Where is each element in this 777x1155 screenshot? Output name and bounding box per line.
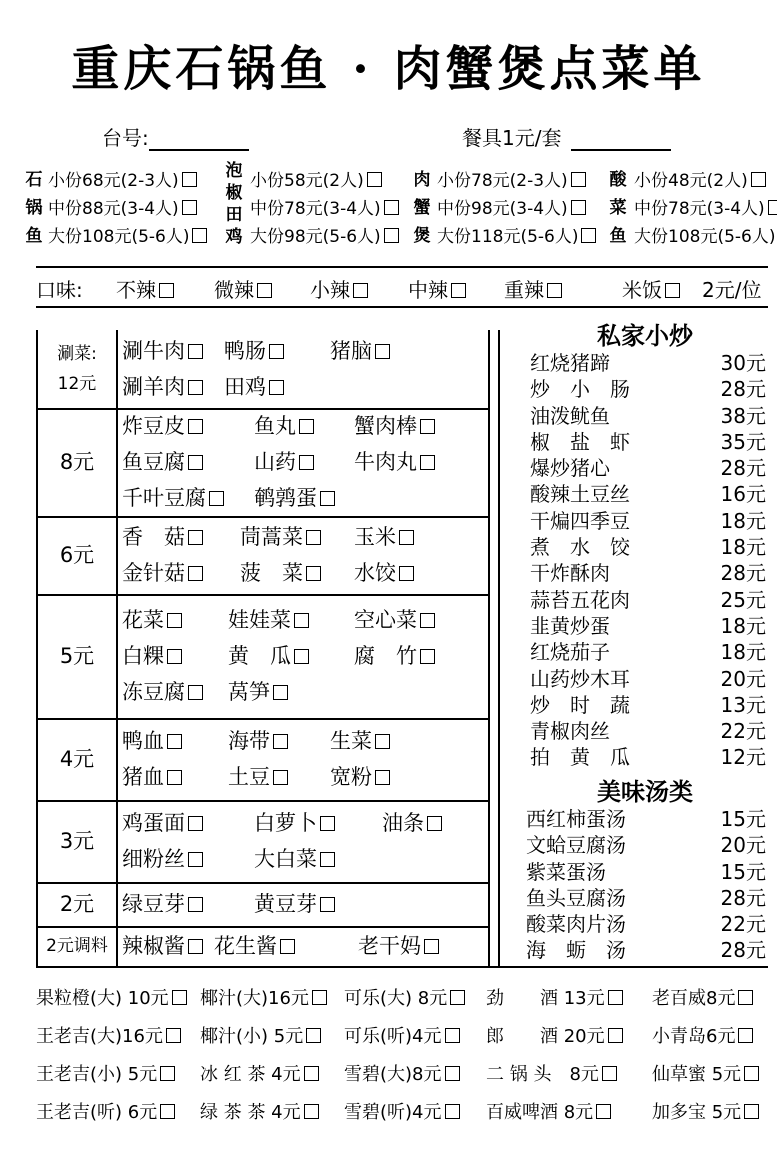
menu-item[interactable] — [526, 859, 766, 885]
dish-option[interactable]: 花菜 — [122, 607, 182, 633]
taste-label: 口味: — [36, 278, 83, 302]
dish-option[interactable]: 海带 — [228, 728, 288, 754]
dish-option[interactable]: 香 菇 — [122, 524, 203, 550]
pot-label-char: 田 — [225, 205, 243, 225]
menu-item[interactable] — [530, 639, 766, 665]
taste-option[interactable]: 微辣 — [214, 274, 272, 303]
pot-label — [224, 160, 244, 248]
pot-label-char: 酸 — [609, 170, 627, 190]
pot-option[interactable]: 大份108元(5-6人) — [634, 223, 777, 251]
dish-price: 28元 — [720, 885, 766, 910]
pot-label — [608, 166, 628, 250]
drink-option[interactable]: 冰 红 茶 4元 — [200, 1060, 319, 1086]
dish-name: 青椒肉丝 — [530, 719, 610, 744]
dish-price: 38元 — [720, 403, 766, 428]
table-number-blank[interactable] — [149, 149, 249, 151]
drink-option[interactable]: 二 锅 头 8元 — [486, 1060, 617, 1086]
dish-option[interactable]: 老干妈 — [358, 933, 439, 959]
menu-item[interactable] — [530, 587, 766, 613]
pot-label — [412, 166, 432, 250]
menu-item[interactable] — [530, 718, 766, 744]
pot-label-char: 菜 — [609, 198, 627, 218]
divider — [36, 966, 768, 968]
menu-item[interactable] — [526, 806, 766, 832]
taste-option[interactable]: 不辣 — [116, 274, 174, 303]
dish-name: 红烧茄子 — [530, 640, 610, 665]
menu-item[interactable] — [530, 613, 766, 639]
dish-name: 炒 小 肠 — [530, 377, 630, 402]
drink-option[interactable]: 绿 茶 茶 4元 — [200, 1098, 319, 1124]
dish-option[interactable]: 猪脑 — [330, 338, 390, 364]
dish-option[interactable]: 蟹肉棒 — [354, 413, 435, 439]
dish-name: 海 蛎 汤 — [526, 938, 626, 963]
taste-row — [36, 274, 768, 304]
drink-option[interactable]: 雪碧(听)4元 — [344, 1098, 460, 1124]
dish-price: 18元 — [720, 535, 766, 560]
price-category: 3元 — [59, 829, 95, 853]
dish-option[interactable]: 腐 竹 — [354, 643, 435, 669]
menu-item[interactable] — [530, 376, 766, 402]
menu-item[interactable] — [530, 534, 766, 560]
dish-name: 拍 黄 瓜 — [530, 745, 630, 770]
dish-option[interactable]: 莴笋 — [228, 679, 288, 705]
dish-name: 韭黄炒蛋 — [530, 613, 610, 638]
pot-option[interactable]: 小份58元(2人) — [250, 167, 382, 195]
pot-option[interactable]: 中份78元(3-4人) — [250, 195, 399, 223]
dish-option[interactable]: 辣椒酱 — [122, 933, 203, 959]
dish-option[interactable]: 田鸡 — [224, 374, 284, 400]
dish-option[interactable]: 山药 — [254, 449, 314, 475]
tableware-field[interactable] — [462, 122, 671, 151]
taste-option[interactable]: 重辣 — [504, 274, 562, 303]
dish-option[interactable]: 黄 瓜 — [228, 643, 309, 669]
dish-name: 酸菜肉片汤 — [526, 912, 626, 937]
menu-item[interactable] — [530, 560, 766, 586]
menu-item[interactable] — [526, 937, 766, 963]
divider — [36, 306, 768, 308]
pot-option[interactable]: 中份88元(3-4人) — [48, 195, 197, 223]
pot-label-char: 椒 — [225, 183, 243, 203]
drink-option[interactable]: 椰汁(小) 5元 — [200, 1022, 321, 1048]
dish-option[interactable]: 鸭肠 — [224, 338, 284, 364]
dish-name: 椒 盐 虾 — [530, 429, 630, 454]
dish-option[interactable]: 黄豆芽 — [254, 891, 335, 917]
dish-option[interactable]: 鱼丸 — [254, 413, 314, 439]
dish-name: 文蛤豆腐汤 — [526, 833, 626, 858]
dish-option[interactable]: 涮羊肉 — [122, 374, 203, 400]
menu-item[interactable] — [530, 744, 766, 770]
dish-option[interactable]: 菠 菜 — [240, 560, 321, 586]
dish-option[interactable]: 玉米 — [354, 524, 414, 550]
dish-name: 干炸酥肉 — [530, 561, 610, 586]
pot-option[interactable]: 小份78元(2-3人) — [437, 167, 586, 195]
price-category: 6元 — [59, 543, 95, 567]
table-number-field[interactable] — [102, 122, 249, 151]
dish-price: 13元 — [720, 692, 766, 717]
menu-item[interactable] — [530, 692, 766, 718]
price-category: 2元 — [59, 892, 95, 916]
rice-option[interactable]: 米饭 — [622, 274, 680, 303]
pot-label-char: 石 — [25, 170, 43, 190]
drink-option[interactable]: 王老吉(大)16元 — [36, 1022, 181, 1048]
pot-label-char: 锅 — [25, 198, 43, 218]
dish-option[interactable]: 绿豆芽 — [122, 891, 203, 917]
pot-label-char: 鸡 — [225, 227, 243, 247]
dish-price: 35元 — [720, 429, 766, 454]
soup-list — [526, 806, 766, 964]
dish-name: 煮 水 饺 — [530, 535, 630, 560]
pot-option[interactable]: 大份108元(5-6人) — [48, 223, 207, 251]
price-category: 涮菜: 12元 — [57, 344, 97, 394]
pot-option[interactable]: 中份98元(3-4人) — [437, 195, 586, 223]
dish-option[interactable]: 鱼豆腐 — [122, 449, 203, 475]
dish-option[interactable]: 水饺 — [354, 560, 414, 586]
menu-item[interactable] — [530, 666, 766, 692]
dish-option[interactable]: 鸡蛋面 — [122, 810, 203, 836]
dish-price: 20元 — [720, 666, 766, 691]
price-category: 2元调料 — [46, 936, 108, 956]
menu-item[interactable] — [530, 403, 766, 429]
drink-option[interactable]: 郎 酒 20元 — [486, 1022, 623, 1048]
pot-option[interactable]: 小份48元(2人) — [634, 167, 766, 195]
dish-option[interactable]: 炸豆皮 — [122, 413, 203, 439]
dish-price: 22元 — [720, 912, 766, 937]
dish-option[interactable]: 猪血 — [122, 764, 182, 790]
drink-option[interactable]: 果粒橙(大) 10元 — [36, 984, 187, 1010]
menu-item[interactable] — [526, 885, 766, 911]
menu-item[interactable] — [526, 832, 766, 858]
dish-option[interactable]: 土豆 — [228, 764, 288, 790]
dish-price: 28元 — [720, 377, 766, 402]
taste-option[interactable]: 小辣 — [310, 274, 368, 303]
dish-name: 爆炒猪心 — [530, 456, 610, 481]
dish-price: 16元 — [720, 482, 766, 507]
dish-option[interactable]: 牛肉丸 — [354, 449, 435, 475]
drink-option[interactable]: 小青岛6元 — [652, 1022, 753, 1048]
pot-label — [24, 166, 44, 250]
dish-option[interactable]: 金针菇 — [122, 560, 203, 586]
drink-option[interactable]: 劲 酒 13元 — [486, 984, 623, 1010]
menu-item[interactable] — [530, 455, 766, 481]
dish-price: 28元 — [720, 561, 766, 586]
dish-option[interactable]: 生菜 — [330, 728, 390, 754]
pot-option[interactable]: 中份78元(3-4人) — [634, 195, 777, 223]
pot-option[interactable]: 大份118元(5-6人) — [437, 223, 596, 251]
dish-option[interactable]: 花生酱 — [214, 933, 295, 959]
dish-price: 22元 — [720, 719, 766, 744]
pot-label-char: 煲 — [413, 226, 431, 246]
taste-option[interactable]: 中辣 — [408, 274, 466, 303]
dish-price: 20元 — [720, 833, 766, 858]
drink-option[interactable]: 仙草蜜 5元 — [652, 1060, 759, 1086]
column-divider — [498, 330, 500, 966]
pot-label-char: 鱼 — [25, 226, 43, 246]
dish-option[interactable]: 白萝卜 — [254, 810, 335, 836]
menu-item[interactable] — [526, 911, 766, 937]
dish-name: 西红柿蛋汤 — [526, 807, 626, 831]
pot-label-char: 蟹 — [413, 198, 431, 218]
dish-name: 炒 时 蔬 — [530, 692, 630, 717]
xiaochao-list — [530, 350, 766, 771]
dish-name: 干煸四季豆 — [530, 508, 630, 533]
tableware-label: 餐具1元/套 — [462, 126, 562, 150]
menu-item[interactable] — [530, 429, 766, 455]
drink-option[interactable]: 王老吉(小) 5元 — [36, 1060, 175, 1086]
drink-option[interactable]: 雪碧(大)8元 — [344, 1060, 460, 1086]
dish-option[interactable]: 冻豆腐 — [122, 679, 203, 705]
pot-label-char: 鱼 — [609, 226, 627, 246]
drink-option[interactable]: 王老吉(听) 6元 — [36, 1098, 175, 1124]
pot-option[interactable]: 小份68元(2-3人) — [48, 167, 197, 195]
dish-name: 酸辣土豆丝 — [530, 482, 630, 507]
dish-price: 18元 — [720, 640, 766, 665]
table-number-label: 台号: — [102, 126, 149, 150]
table-border — [116, 330, 118, 966]
column-divider — [488, 330, 490, 966]
price-category: 5元 — [59, 644, 95, 668]
dish-price: 30元 — [720, 351, 766, 375]
drink-option[interactable]: 椰汁(大)16元 — [200, 984, 327, 1010]
drink-option[interactable]: 可乐(听)4元 — [344, 1022, 460, 1048]
dish-price: 25元 — [720, 587, 766, 612]
dish-price: 15元 — [720, 859, 766, 884]
price-category: 4元 — [59, 747, 95, 771]
divider — [36, 266, 768, 268]
dish-name: 蒜苔五花肉 — [530, 587, 630, 612]
pot-option[interactable]: 大份98元(5-6人) — [250, 223, 399, 251]
dish-price: 28元 — [720, 938, 766, 963]
soup-title: 美味汤类 — [597, 778, 693, 806]
dish-option[interactable]: 白粿 — [122, 643, 182, 669]
dish-price: 28元 — [720, 456, 766, 481]
pot-label-char: 泡 — [225, 161, 243, 181]
dish-option[interactable]: 鸭血 — [122, 728, 182, 754]
dish-price: 18元 — [720, 613, 766, 638]
dish-option[interactable]: 鹌鹑蛋 — [254, 485, 335, 511]
drink-option[interactable]: 老百威8元 — [652, 984, 753, 1010]
menu-item[interactable] — [530, 350, 766, 376]
drink-option[interactable]: 可乐(大) 8元 — [344, 984, 465, 1010]
dish-price: 12元 — [720, 745, 766, 770]
price-category: 8元 — [59, 450, 95, 474]
rice-price: 2元/位 — [702, 278, 762, 302]
dish-option[interactable]: 大白菜 — [254, 846, 335, 872]
dish-option[interactable]: 油条 — [382, 810, 442, 836]
dish-option[interactable]: 茼蒿菜 — [240, 524, 321, 550]
drink-option[interactable]: 加多宝 5元 — [652, 1098, 759, 1124]
dish-option[interactable]: 空心菜 — [354, 607, 435, 633]
tableware-blank[interactable] — [571, 149, 671, 151]
dish-option[interactable]: 宽粉 — [330, 764, 390, 790]
dish-price: 18元 — [720, 508, 766, 533]
dish-name: 鱼头豆腐汤 — [526, 885, 626, 910]
dish-option[interactable]: 娃娃菜 — [228, 607, 309, 633]
menu-item[interactable] — [530, 508, 766, 534]
dish-option[interactable]: 千叶豆腐 — [122, 485, 224, 511]
dish-option[interactable]: 涮牛肉 — [122, 338, 203, 364]
pot-label-char: 肉 — [413, 170, 431, 190]
dish-price: 15元 — [720, 807, 766, 831]
dish-name: 山药炒木耳 — [530, 666, 630, 691]
xiaochao-title: 私家小炒 — [597, 322, 693, 350]
dish-option[interactable]: 细粉丝 — [122, 846, 203, 872]
dish-name: 油泼鱿鱼 — [530, 403, 610, 428]
dish-name: 紫菜蛋汤 — [526, 859, 606, 884]
dish-name: 红烧猪蹄 — [530, 351, 610, 375]
menu-item[interactable] — [530, 481, 766, 507]
page-title: 重庆石锅鱼 · 肉蟹煲点菜单 — [71, 41, 706, 97]
drink-option[interactable]: 百威啤酒 8元 — [486, 1098, 611, 1124]
